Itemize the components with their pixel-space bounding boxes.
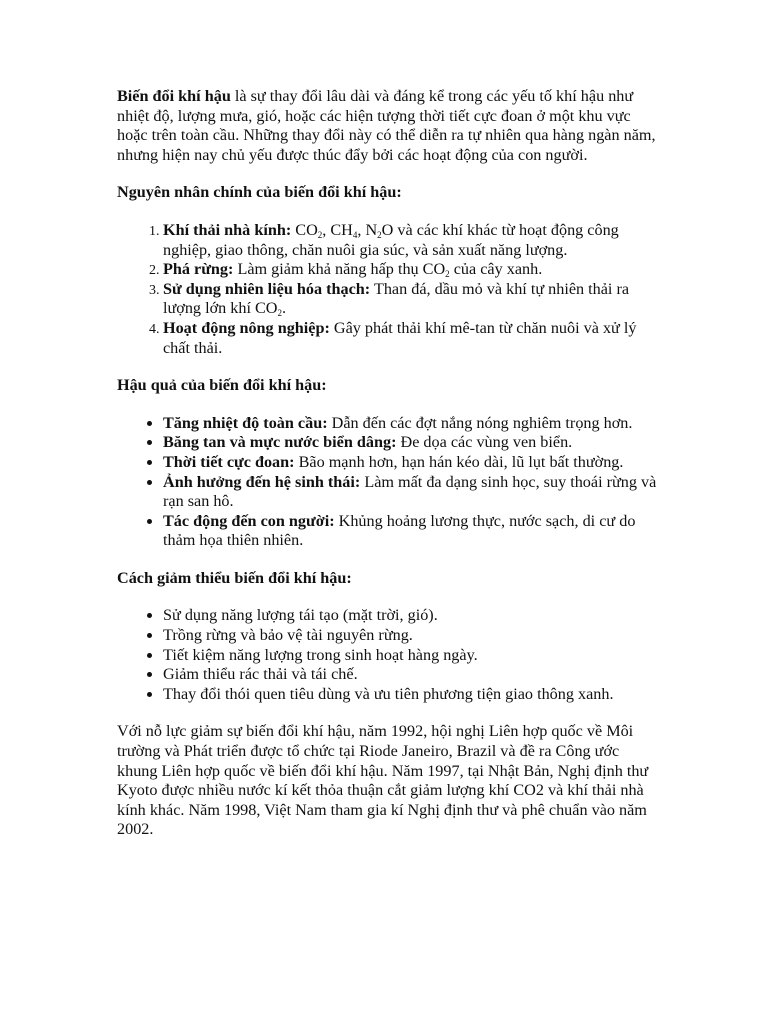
cause-item-fossil-fuels <box>163 280 657 319</box>
effect-label: Băng tan và mực nước biển dâng: <box>163 433 397 452</box>
effect-label: Ảnh hưởng đến hệ sinh thái: <box>163 472 361 491</box>
cause-text: . <box>281 299 287 318</box>
effect-label: Tăng nhiệt độ toàn cầu: <box>163 413 328 432</box>
effect-label: Tác động đến con người: <box>163 511 335 530</box>
cause-text: Làm giảm khả năng hấp thụ CO <box>233 260 446 279</box>
mitigation-item: • Trồng rừng và bảo vệ tài nguyên rừng. <box>163 626 657 646</box>
effect-label: Thời tiết cực đoan: <box>163 452 295 471</box>
cause-text: của cây xanh. <box>449 260 543 279</box>
cause-text: Gây phát thải khí mê-tan từ chăn nuôi và xử lý chất thải. <box>163 318 637 357</box>
effect-text: Đe dọa các vùng ven biển. <box>396 433 573 452</box>
intro-text: là sự thay đổi lâu dài và đáng kể trong các yếu tố khí hậu như nhiệt độ, lượng mưa, gió, hoặc các hiện tượng thời tiết cực đoan ở một khu vực hoặc trên toàn cầu. Những thay đổi này có thể diễn ra tự nhiên qua hàng ngàn năm, nhưng hiện nay chủ yếu được thúc đẩy bởi các hoạt động của con người. <box>117 87 656 164</box>
cause-label: Phá rừng: <box>163 260 234 279</box>
effect-item <box>163 453 657 473</box>
cause-text: , CH <box>322 220 353 239</box>
intro-paragraph <box>117 87 657 165</box>
effect-text: Bão mạnh hơn, hạn hán kéo dài, lũ lụt bất thường. <box>294 452 624 471</box>
effect-item <box>163 473 657 512</box>
cause-text: , N <box>357 220 378 239</box>
effect-item <box>163 414 657 434</box>
effect-text: Làm mất đa dạng sinh học, suy thoái rừng và rạn san hô. <box>163 472 657 511</box>
cause-item-deforestation <box>163 260 657 280</box>
subscript: 4 <box>352 229 358 240</box>
effect-text: Dẫn đến các đợt nắng nóng nghiêm trọng hơn. <box>327 413 633 432</box>
effects-list <box>117 414 657 551</box>
mitigation-item: • Tiết kiệm năng lượng trong sinh hoạt hàng ngày. <box>163 646 657 666</box>
mitigation-list <box>117 606 657 704</box>
causes-heading: Nguyên nhân chính của biến đổi khí hậu: <box>117 183 402 202</box>
intro-term: Biến đổi khí hậu <box>117 87 231 105</box>
mitigation-item: • Sử dụng năng lượng tái tạo (mặt trời, gió). <box>163 606 657 626</box>
cause-text: O và các khí khác từ hoạt động công nghiệp, giao thông, chăn nuôi gia súc, và sản xuất năng lượng. <box>163 220 619 259</box>
causes-list <box>117 221 657 358</box>
subscript: 2 <box>277 308 282 319</box>
subscript: 2 <box>445 269 450 280</box>
effects-heading: Hậu quả của biến đổi khí hậu: <box>117 376 327 395</box>
mitigation-item: • Giảm thiểu rác thải và tái chế. <box>163 665 657 685</box>
cause-label: Khí thải nhà kính: <box>163 220 292 239</box>
subscript: 2 <box>317 229 323 240</box>
effect-item <box>163 512 657 551</box>
mitigation-item: • Thay đổi thói quen tiêu dùng và ưu tiên phương tiện giao thông xanh. <box>163 685 657 705</box>
cause-item-agriculture <box>163 319 657 358</box>
document-page <box>117 87 657 840</box>
cause-item-greenhouse <box>163 221 657 260</box>
outro-paragraph: Với nỗ lực giảm sự biến đổi khí hậu, năm 1992, hội nghị Liên hợp quốc về Môi trường và Phát triển được tổ chức tại Riode Janeiro, Brazil và đề ra Công ước khung Liên hợp quốc về biến đổi khí hậu. Năm 1997, tại Nhật Bản, Nghị định thư Kyoto được nhiều nước kí kết thỏa thuận cắt giảm lượng khí CO2 và khí thải nhà kính khác. Năm 1998, Việt Nam tham gia kí Nghị định thư và phê chuẩn vào năm 2002. <box>117 722 649 839</box>
subscript: 2 <box>377 229 382 240</box>
effect-text: Khủng hoảng lương thực, nước sạch, di cư do thảm họa thiên nhiên. <box>163 511 636 550</box>
cause-text: CO <box>291 220 318 239</box>
cause-text: Than đá, dầu mỏ và khí tự nhiên thải ra lượng lớn khí CO <box>163 279 630 318</box>
cause-label: Sử dụng nhiên liệu hóa thạch: <box>163 279 371 298</box>
mitigation-heading: Cách giảm thiểu biến đổi khí hậu: <box>117 568 352 587</box>
cause-label: Hoạt động nông nghiệp: <box>163 318 330 337</box>
effect-item <box>163 433 657 453</box>
